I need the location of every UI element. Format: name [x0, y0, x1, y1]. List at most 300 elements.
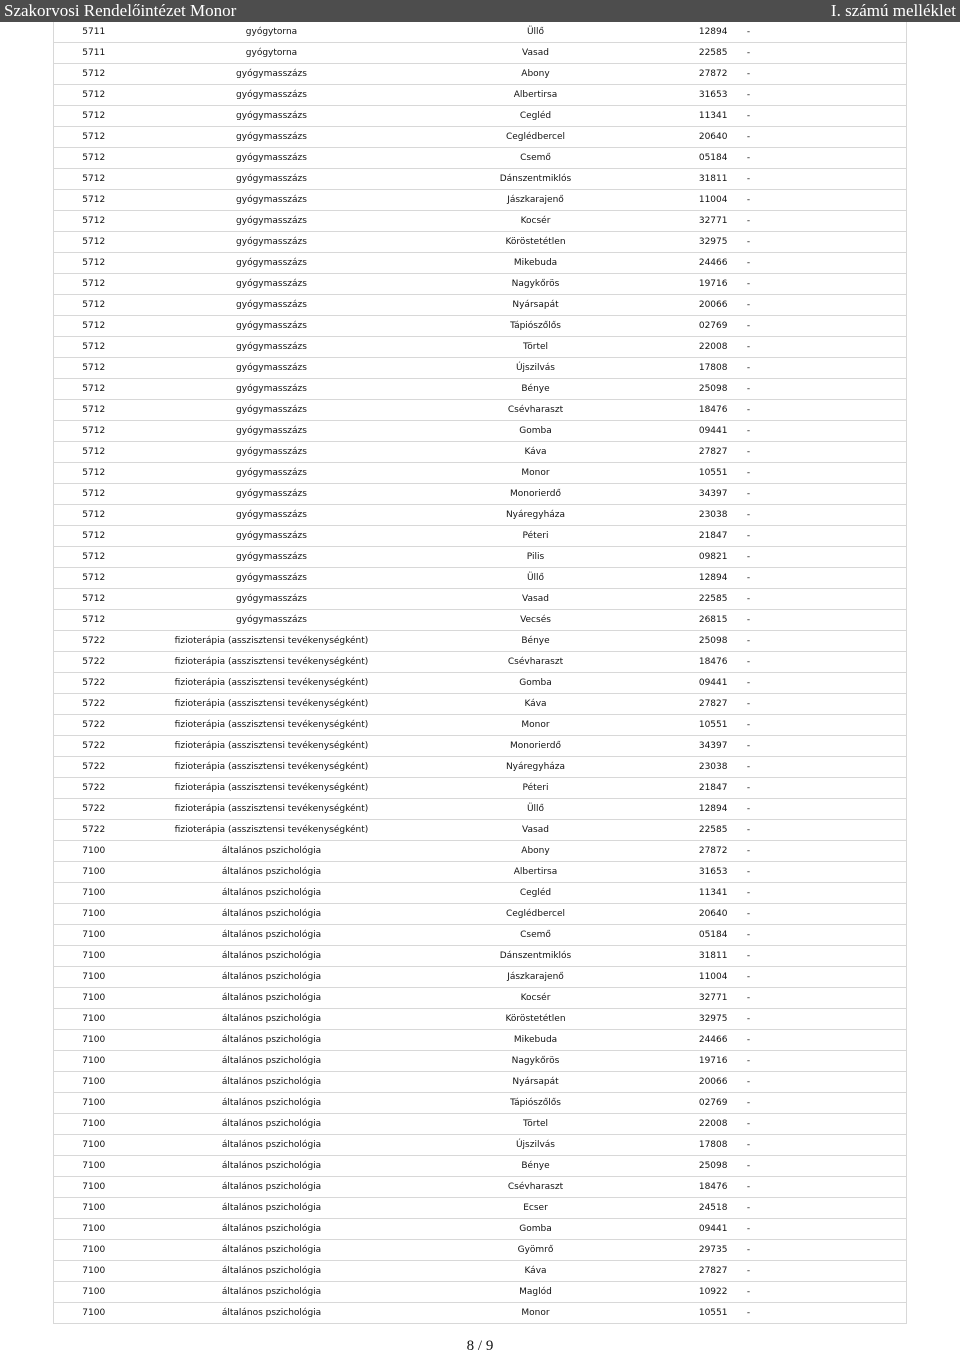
row-city-cell: Abony — [420, 841, 652, 862]
row-empty-cell — [766, 1240, 907, 1261]
row-empty-cell — [766, 106, 907, 127]
row-city-cell: Üllő — [420, 22, 652, 43]
row-specialty-cell: gyógytorna — [124, 22, 420, 43]
row-dash-cell: - — [732, 799, 766, 820]
table-row — [54, 169, 907, 190]
row-specialty-cell: gyógymasszázs — [124, 211, 420, 232]
row-specialty-cell: általános pszichológia — [124, 1030, 420, 1051]
row-dash-cell: - — [732, 337, 766, 358]
row-code-cell: 7100 — [54, 904, 124, 925]
row-empty-cell — [766, 1114, 907, 1135]
table-row — [54, 820, 907, 841]
row-zip-cell: 10551 — [652, 1303, 732, 1324]
row-city-cell: Vasad — [420, 589, 652, 610]
row-code-cell: 5712 — [54, 400, 124, 421]
row-city-cell: Dánszentmiklós — [420, 169, 652, 190]
row-specialty-cell: fizioterápia (asszisztensi tevékenységként) — [124, 673, 420, 694]
row-dash-cell: - — [732, 925, 766, 946]
row-specialty-cell: gyógymasszázs — [124, 526, 420, 547]
row-dash-cell: - — [732, 43, 766, 64]
row-empty-cell — [766, 694, 907, 715]
row-dash-cell: - — [732, 463, 766, 484]
row-zip-cell: 32771 — [652, 211, 732, 232]
row-city-cell: Pilis — [420, 547, 652, 568]
row-dash-cell: - — [732, 1072, 766, 1093]
row-specialty-cell: általános pszichológia — [124, 1240, 420, 1261]
row-city-cell: Káva — [420, 694, 652, 715]
table-row — [54, 799, 907, 820]
row-city-cell: Ceglédbercel — [420, 127, 652, 148]
table-row — [54, 232, 907, 253]
table-row — [54, 1135, 907, 1156]
table-row — [54, 778, 907, 799]
row-zip-cell: 29735 — [652, 1240, 732, 1261]
row-city-cell: Gomba — [420, 421, 652, 442]
row-code-cell: 5712 — [54, 106, 124, 127]
table-row — [54, 64, 907, 85]
row-specialty-cell: gyógymasszázs — [124, 400, 420, 421]
row-empty-cell — [766, 148, 907, 169]
row-dash-cell: - — [732, 127, 766, 148]
row-empty-cell — [766, 1261, 907, 1282]
row-city-cell: Csévharaszt — [420, 652, 652, 673]
row-dash-cell: - — [732, 232, 766, 253]
row-code-cell: 5722 — [54, 673, 124, 694]
row-code-cell: 5712 — [54, 547, 124, 568]
table-row — [54, 190, 907, 211]
row-empty-cell — [766, 820, 907, 841]
table-row — [54, 757, 907, 778]
row-zip-cell: 11004 — [652, 190, 732, 211]
row-city-cell: Mikebuda — [420, 253, 652, 274]
row-specialty-cell: általános pszichológia — [124, 904, 420, 925]
row-empty-cell — [766, 337, 907, 358]
row-city-cell: Monor — [420, 463, 652, 484]
row-specialty-cell: gyógymasszázs — [124, 127, 420, 148]
table-row — [54, 1156, 907, 1177]
row-zip-cell: 21847 — [652, 526, 732, 547]
row-code-cell: 7100 — [54, 1093, 124, 1114]
table-row — [54, 484, 907, 505]
row-specialty-cell: gyógymasszázs — [124, 379, 420, 400]
page-header — [0, 0, 960, 22]
row-specialty-cell: gyógymasszázs — [124, 463, 420, 484]
row-city-cell: Újszilvás — [420, 358, 652, 379]
row-specialty-cell: gyógymasszázs — [124, 232, 420, 253]
row-specialty-cell: általános pszichológia — [124, 1072, 420, 1093]
row-empty-cell — [766, 1072, 907, 1093]
row-city-cell: Péteri — [420, 778, 652, 799]
row-code-cell: 5711 — [54, 43, 124, 64]
table-row — [54, 463, 907, 484]
row-city-cell: Káva — [420, 1261, 652, 1282]
row-city-cell: Jászkarajenő — [420, 967, 652, 988]
row-dash-cell: - — [732, 673, 766, 694]
row-empty-cell — [766, 379, 907, 400]
row-specialty-cell: fizioterápia (asszisztensi tevékenységként) — [124, 631, 420, 652]
row-code-cell: 5712 — [54, 274, 124, 295]
row-specialty-cell: gyógymasszázs — [124, 316, 420, 337]
row-code-cell: 7100 — [54, 1051, 124, 1072]
row-dash-cell: - — [732, 1198, 766, 1219]
row-specialty-cell: általános pszichológia — [124, 883, 420, 904]
table-row — [54, 589, 907, 610]
row-dash-cell: - — [732, 988, 766, 1009]
row-code-cell: 5722 — [54, 820, 124, 841]
table-row — [54, 1093, 907, 1114]
row-zip-cell: 20066 — [652, 295, 732, 316]
table-row — [54, 946, 907, 967]
row-dash-cell: - — [732, 610, 766, 631]
row-empty-cell — [766, 715, 907, 736]
header-annex-label: I. számú melléklet — [830, 1, 956, 20]
row-empty-cell — [766, 736, 907, 757]
row-dash-cell: - — [732, 274, 766, 295]
row-empty-cell — [766, 673, 907, 694]
row-code-cell: 5722 — [54, 778, 124, 799]
row-zip-cell: 17808 — [652, 1135, 732, 1156]
row-empty-cell — [766, 526, 907, 547]
table-row — [54, 274, 907, 295]
row-code-cell: 7100 — [54, 1030, 124, 1051]
row-dash-cell: - — [732, 1282, 766, 1303]
table-row — [54, 1051, 907, 1072]
row-specialty-cell: fizioterápia (asszisztensi tevékenységként) — [124, 778, 420, 799]
row-specialty-cell: gyógymasszázs — [124, 358, 420, 379]
table-row — [54, 106, 907, 127]
row-code-cell: 5722 — [54, 736, 124, 757]
row-zip-cell: 12894 — [652, 568, 732, 589]
row-zip-cell: 18476 — [652, 1177, 732, 1198]
table-row — [54, 1072, 907, 1093]
table-row — [54, 1114, 907, 1135]
row-city-cell: Monorierdő — [420, 484, 652, 505]
row-empty-cell — [766, 988, 907, 1009]
row-specialty-cell: általános pszichológia — [124, 988, 420, 1009]
row-zip-cell: 22008 — [652, 337, 732, 358]
row-code-cell: 5712 — [54, 358, 124, 379]
row-city-cell: Törtel — [420, 337, 652, 358]
row-code-cell: 5712 — [54, 463, 124, 484]
row-dash-cell: - — [732, 22, 766, 43]
row-dash-cell: - — [732, 652, 766, 673]
row-dash-cell: - — [732, 1261, 766, 1282]
row-dash-cell: - — [732, 841, 766, 862]
row-empty-cell — [766, 442, 907, 463]
row-specialty-cell: általános pszichológia — [124, 1135, 420, 1156]
row-specialty-cell: gyógymasszázs — [124, 148, 420, 169]
row-zip-cell: 20066 — [652, 1072, 732, 1093]
row-empty-cell — [766, 22, 907, 43]
row-dash-cell: - — [732, 1156, 766, 1177]
row-specialty-cell: gyógymasszázs — [124, 484, 420, 505]
row-code-cell: 5712 — [54, 442, 124, 463]
row-city-cell: Tápiószőlős — [420, 1093, 652, 1114]
table-row — [54, 925, 907, 946]
row-empty-cell — [766, 841, 907, 862]
row-zip-cell: 25098 — [652, 1156, 732, 1177]
row-empty-cell — [766, 505, 907, 526]
row-city-cell: Cegléd — [420, 883, 652, 904]
row-city-cell: Péteri — [420, 526, 652, 547]
row-code-cell: 5712 — [54, 295, 124, 316]
table-row — [54, 316, 907, 337]
row-city-cell: Nyársapát — [420, 295, 652, 316]
table-row — [54, 967, 907, 988]
row-empty-cell — [766, 463, 907, 484]
table-row — [54, 379, 907, 400]
row-empty-cell — [766, 631, 907, 652]
row-city-cell: Albertirsa — [420, 85, 652, 106]
row-zip-cell: 18476 — [652, 400, 732, 421]
row-dash-cell: - — [732, 400, 766, 421]
table-row — [54, 211, 907, 232]
row-zip-cell: 09441 — [652, 421, 732, 442]
row-code-cell: 5722 — [54, 757, 124, 778]
row-dash-cell: - — [732, 169, 766, 190]
row-dash-cell: - — [732, 484, 766, 505]
row-zip-cell: 18476 — [652, 652, 732, 673]
row-code-cell: 7100 — [54, 1219, 124, 1240]
row-city-cell: Csévharaszt — [420, 400, 652, 421]
row-specialty-cell: általános pszichológia — [124, 1009, 420, 1030]
row-empty-cell — [766, 589, 907, 610]
table-row — [54, 1282, 907, 1303]
row-city-cell: Ceglédbercel — [420, 904, 652, 925]
row-specialty-cell: gyógymasszázs — [124, 442, 420, 463]
row-code-cell: 7100 — [54, 1282, 124, 1303]
row-specialty-cell: általános pszichológia — [124, 1051, 420, 1072]
row-code-cell: 5712 — [54, 337, 124, 358]
row-zip-cell: 31811 — [652, 946, 732, 967]
row-dash-cell: - — [732, 736, 766, 757]
row-code-cell: 5712 — [54, 148, 124, 169]
row-dash-cell: - — [732, 778, 766, 799]
row-dash-cell: - — [732, 1303, 766, 1324]
row-code-cell: 7100 — [54, 1198, 124, 1219]
table-row — [54, 568, 907, 589]
row-empty-cell — [766, 925, 907, 946]
row-city-cell: Üllő — [420, 799, 652, 820]
row-specialty-cell: fizioterápia (asszisztensi tevékenységként) — [124, 715, 420, 736]
row-empty-cell — [766, 568, 907, 589]
row-dash-cell: - — [732, 442, 766, 463]
row-city-cell: Vasad — [420, 43, 652, 64]
row-specialty-cell: általános pszichológia — [124, 1093, 420, 1114]
row-dash-cell: - — [732, 106, 766, 127]
row-zip-cell: 17808 — [652, 358, 732, 379]
table-row — [54, 736, 907, 757]
row-zip-cell: 20640 — [652, 904, 732, 925]
row-code-cell: 7100 — [54, 1261, 124, 1282]
row-code-cell: 7100 — [54, 1303, 124, 1324]
row-city-cell: Maglód — [420, 1282, 652, 1303]
row-code-cell: 5722 — [54, 715, 124, 736]
row-code-cell: 5712 — [54, 127, 124, 148]
row-code-cell: 5712 — [54, 589, 124, 610]
row-specialty-cell: általános pszichológia — [124, 1303, 420, 1324]
row-specialty-cell: gyógymasszázs — [124, 169, 420, 190]
row-empty-cell — [766, 1009, 907, 1030]
row-empty-cell — [766, 211, 907, 232]
row-code-cell: 5722 — [54, 694, 124, 715]
row-dash-cell: - — [732, 1219, 766, 1240]
table-row — [54, 253, 907, 274]
row-dash-cell: - — [732, 757, 766, 778]
row-specialty-cell: fizioterápia (asszisztensi tevékenységként) — [124, 694, 420, 715]
row-zip-cell: 02769 — [652, 1093, 732, 1114]
row-dash-cell: - — [732, 211, 766, 232]
table-row — [54, 1240, 907, 1261]
row-city-cell: Köröstetétlen — [420, 232, 652, 253]
row-zip-cell: 24466 — [652, 253, 732, 274]
row-dash-cell: - — [732, 820, 766, 841]
table-row — [54, 85, 907, 106]
row-empty-cell — [766, 232, 907, 253]
row-empty-cell — [766, 127, 907, 148]
row-zip-cell: 11341 — [652, 883, 732, 904]
row-city-cell: Ecser — [420, 1198, 652, 1219]
row-dash-cell: - — [732, 904, 766, 925]
row-code-cell: 5712 — [54, 379, 124, 400]
row-zip-cell: 09441 — [652, 673, 732, 694]
row-city-cell: Vasad — [420, 820, 652, 841]
row-empty-cell — [766, 169, 907, 190]
row-code-cell: 7100 — [54, 883, 124, 904]
table-row — [54, 631, 907, 652]
row-zip-cell: 22585 — [652, 820, 732, 841]
row-dash-cell: - — [732, 1030, 766, 1051]
row-empty-cell — [766, 274, 907, 295]
table-row — [54, 400, 907, 421]
row-city-cell: Gomba — [420, 673, 652, 694]
row-zip-cell: 32771 — [652, 988, 732, 1009]
row-city-cell: Nagykőrös — [420, 274, 652, 295]
table-row — [54, 652, 907, 673]
row-empty-cell — [766, 190, 907, 211]
row-city-cell: Nagykőrös — [420, 1051, 652, 1072]
table-row — [54, 547, 907, 568]
row-city-cell: Újszilvás — [420, 1135, 652, 1156]
row-dash-cell: - — [732, 505, 766, 526]
row-zip-cell: 11004 — [652, 967, 732, 988]
row-empty-cell — [766, 1156, 907, 1177]
row-dash-cell: - — [732, 547, 766, 568]
row-city-cell: Tápiószőlős — [420, 316, 652, 337]
row-zip-cell: 27872 — [652, 64, 732, 85]
row-city-cell: Jászkarajenő — [420, 190, 652, 211]
row-empty-cell — [766, 253, 907, 274]
row-code-cell: 7100 — [54, 1135, 124, 1156]
table-row — [54, 1030, 907, 1051]
row-zip-cell: 05184 — [652, 925, 732, 946]
row-empty-cell — [766, 295, 907, 316]
row-code-cell: 5722 — [54, 652, 124, 673]
row-code-cell: 7100 — [54, 1240, 124, 1261]
service-table-body — [54, 22, 907, 1324]
row-zip-cell: 22008 — [652, 1114, 732, 1135]
row-code-cell: 5712 — [54, 610, 124, 631]
row-empty-cell — [766, 400, 907, 421]
row-zip-cell: 10551 — [652, 715, 732, 736]
row-empty-cell — [766, 610, 907, 631]
row-code-cell: 7100 — [54, 1114, 124, 1135]
row-specialty-cell: fizioterápia (asszisztensi tevékenységként) — [124, 799, 420, 820]
row-dash-cell: - — [732, 85, 766, 106]
table-row — [54, 1219, 907, 1240]
row-code-cell: 7100 — [54, 988, 124, 1009]
row-empty-cell — [766, 1198, 907, 1219]
row-specialty-cell: gyógymasszázs — [124, 295, 420, 316]
row-dash-cell: - — [732, 379, 766, 400]
row-specialty-cell: gyógymasszázs — [124, 274, 420, 295]
row-dash-cell: - — [732, 715, 766, 736]
row-specialty-cell: gyógymasszázs — [124, 106, 420, 127]
row-zip-cell: 34397 — [652, 484, 732, 505]
row-city-cell: Kocsér — [420, 988, 652, 1009]
table-row — [54, 1198, 907, 1219]
row-city-cell: Káva — [420, 442, 652, 463]
row-city-cell: Monor — [420, 1303, 652, 1324]
row-code-cell: 5712 — [54, 526, 124, 547]
row-specialty-cell: gyógymasszázs — [124, 85, 420, 106]
table-row — [54, 505, 907, 526]
row-dash-cell: - — [732, 568, 766, 589]
row-specialty-cell: gyógymasszázs — [124, 610, 420, 631]
table-row — [54, 1177, 907, 1198]
row-dash-cell: - — [732, 967, 766, 988]
table-row — [54, 295, 907, 316]
row-empty-cell — [766, 862, 907, 883]
row-zip-cell: 23038 — [652, 505, 732, 526]
row-code-cell: 5712 — [54, 85, 124, 106]
row-specialty-cell: általános pszichológia — [124, 1177, 420, 1198]
page-number: 8 / 9 — [466, 1338, 494, 1354]
row-dash-cell: - — [732, 694, 766, 715]
row-zip-cell: 32975 — [652, 232, 732, 253]
row-zip-cell: 20640 — [652, 127, 732, 148]
row-code-cell: 7100 — [54, 925, 124, 946]
row-city-cell: Bénye — [420, 631, 652, 652]
row-city-cell: Csemő — [420, 148, 652, 169]
row-dash-cell: - — [732, 1114, 766, 1135]
table-row — [54, 442, 907, 463]
row-code-cell: 5711 — [54, 22, 124, 43]
row-city-cell: Albertirsa — [420, 862, 652, 883]
row-empty-cell — [766, 652, 907, 673]
row-city-cell: Dánszentmiklós — [420, 946, 652, 967]
row-zip-cell: 02769 — [652, 316, 732, 337]
row-zip-cell: 19716 — [652, 274, 732, 295]
row-empty-cell — [766, 1093, 907, 1114]
row-city-cell: Csévharaszt — [420, 1177, 652, 1198]
row-code-cell: 5712 — [54, 211, 124, 232]
row-city-cell: Törtel — [420, 1114, 652, 1135]
row-zip-cell: 25098 — [652, 379, 732, 400]
row-specialty-cell: gyógymasszázs — [124, 589, 420, 610]
service-table-container — [53, 22, 905, 1324]
row-zip-cell: 11341 — [652, 106, 732, 127]
row-zip-cell: 24518 — [652, 1198, 732, 1219]
row-zip-cell: 12894 — [652, 799, 732, 820]
row-empty-cell — [766, 358, 907, 379]
row-zip-cell: 27872 — [652, 841, 732, 862]
service-table — [53, 22, 907, 1324]
row-zip-cell: 31653 — [652, 85, 732, 106]
table-row — [54, 43, 907, 64]
row-zip-cell: 10551 — [652, 463, 732, 484]
row-empty-cell — [766, 904, 907, 925]
